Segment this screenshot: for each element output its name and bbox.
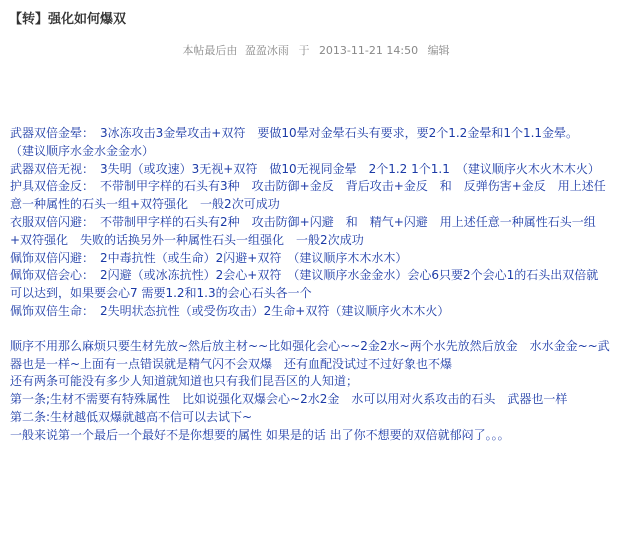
body-paragraph: 衣服双倍闪避： 不带制甲字样的石头有2种 攻击防御+闪避 和 精气+闪避 用上述任意一种属性石头一组+双符强化 失败的话换另外一种属性石头一组强化 一般2次成功 xyxy=(10,214,596,247)
edit-conjunction: 于 xyxy=(298,44,310,57)
post-body xyxy=(10,125,610,445)
editor-name-link[interactable]: 盈盈冰雨 xyxy=(244,44,289,57)
body-paragraph: 武器双倍金晕： 3冰冻攻击3金晕攻击+双符 要做10晕对金晕石头有要求，要2个1.2金晕和1个1.1金晕。 （建议顺序水金水金金水） xyxy=(10,126,597,158)
body-paragraph: 武器双倍无视： 3失明（或攻速）3无视+双符 做10无视同金晕 2个1.2 1个1.1 （建议顺序火木火木木火） xyxy=(10,161,600,176)
body-paragraph: 顺序不用那么麻烦只要生材先放~然后放主材~~比如强化会心~~2金2水~两个水先放然后放金 水水金金~~武器也是一样~上面有一点错误就是精气闪不会双爆 还有血配没试过不过好象也不爆 xyxy=(10,338,610,371)
body-paragraph: 护具双倍金反： 不带制甲字样的石头有3种 攻击防御+金反 背后攻击+金反 和 反弹伤害+金反 用上述任意一种属性的石头一组+双符强化 一般2次可成功 xyxy=(10,179,606,212)
body-paragraph: 佩饰双倍会心： 2闪避（或冰冻抗性）2会心+双符 （建议顺序水金金水）会心6只要2个会心1的石头出双倍就可以达到，如果要会心7 需要1.2和1.3的会心石头各一个 xyxy=(10,268,599,301)
edit-timestamp: 2013-11-21 14:50 xyxy=(318,44,419,57)
body-paragraph: 佩饰双倍生命： 2失明状态抗性（或受伤攻击）2生命+双符（建议顺序火木木火） xyxy=(10,303,450,318)
edit-prefix: 本帖最后由 xyxy=(182,44,238,57)
body-paragraph: 还有两条可能没有多少人知道就知道也只有我们昆吾区的人知道； xyxy=(10,374,359,389)
body-paragraph: 一般来说第一个最后一个最好不是你想要的属性 如果是的话 出了你不想要的双倍就郁闷了。。。 xyxy=(10,427,510,442)
body-paragraph: 第二条:生材越低双爆就越高不信可以去试下~ xyxy=(10,409,253,424)
body-paragraph: 第一条;生材不需要有特殊属性 比如说强化双爆会心~2水2金 水可以用对火系攻击的石头 武器也一样 xyxy=(10,392,568,407)
body-paragraph: 佩饰双倍闪避： 2中毒抗性（或生命）2闪避+双符 （建议顺序木木水木） xyxy=(10,250,408,265)
post-title: 【转】强化如何爆双 xyxy=(9,12,127,27)
edit-label: 编辑 xyxy=(427,44,450,57)
post-edit-info xyxy=(0,42,632,58)
paragraph-spacer xyxy=(10,321,610,338)
